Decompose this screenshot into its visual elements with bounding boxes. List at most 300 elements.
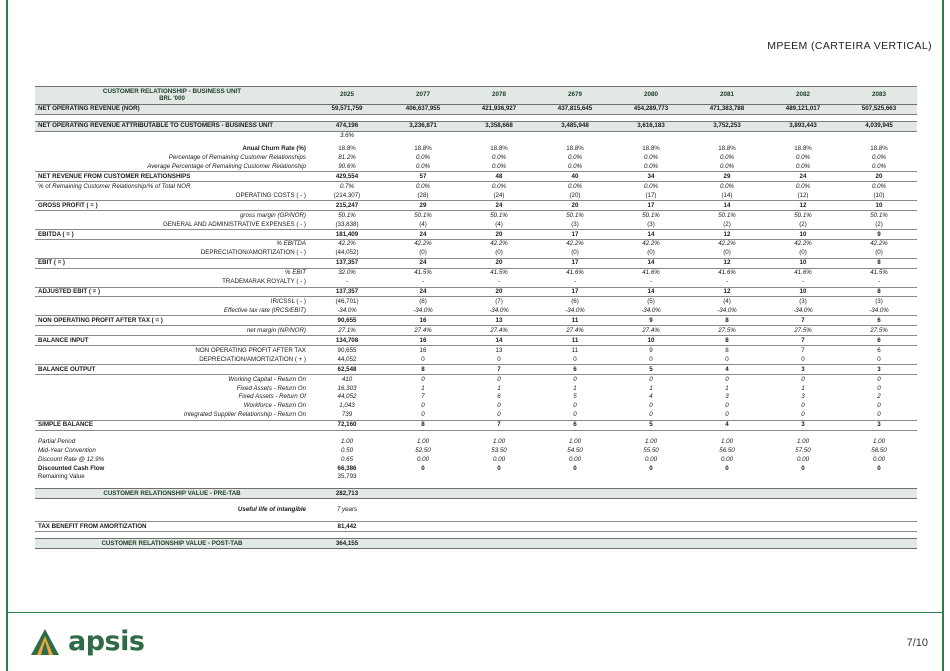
row-label: BALANCE INPUT bbox=[35, 336, 309, 346]
row-value bbox=[309, 430, 385, 437]
row-value bbox=[689, 515, 765, 522]
row-value: 5 bbox=[613, 420, 689, 430]
row-value: 27.4% bbox=[490, 326, 508, 334]
row-value bbox=[765, 515, 841, 522]
header-cell-year-4: 2080 bbox=[613, 87, 689, 105]
row-value: 3 bbox=[841, 420, 917, 430]
row-value: 27.4% bbox=[642, 326, 660, 334]
header-cell-year-3: 2679 bbox=[537, 87, 613, 105]
row-value bbox=[613, 473, 689, 482]
row-value: (0) bbox=[571, 249, 579, 257]
table-body bbox=[35, 104, 917, 548]
row-value: 13 bbox=[461, 316, 537, 326]
row-value: 0 bbox=[573, 375, 577, 383]
row-value: (24) bbox=[493, 191, 505, 199]
row-value: 1.00 bbox=[568, 437, 582, 445]
row-value: 1.00 bbox=[340, 437, 354, 445]
row-value: (17) bbox=[645, 191, 657, 199]
row-value: 0.00 bbox=[872, 455, 886, 463]
row-value bbox=[309, 482, 385, 489]
row-value: 20 bbox=[461, 287, 537, 297]
row-value bbox=[613, 114, 689, 121]
row-value: 0.0% bbox=[415, 154, 431, 161]
row-value: 24 bbox=[385, 287, 461, 297]
row-value bbox=[461, 539, 537, 549]
table-row bbox=[35, 464, 917, 473]
row-value: 10 bbox=[613, 336, 689, 346]
row-label: Effective tax rate (IRCS/EBIT) bbox=[223, 307, 306, 314]
row-value bbox=[537, 539, 613, 549]
row-value: 0 bbox=[801, 411, 805, 419]
row-value: 48 bbox=[461, 172, 537, 182]
row-value: 27.5% bbox=[870, 326, 888, 334]
brand-logo bbox=[28, 626, 144, 657]
row-value: 0 bbox=[421, 402, 425, 410]
row-value bbox=[689, 499, 765, 506]
row-value bbox=[385, 482, 461, 489]
row-value: 17 bbox=[613, 201, 689, 211]
slide-border-right bbox=[942, 0, 944, 671]
row-value: (8) bbox=[419, 298, 427, 306]
row-value: 53.50 bbox=[491, 446, 507, 454]
table-spacer-row bbox=[35, 430, 917, 437]
row-value bbox=[461, 482, 537, 489]
table-row bbox=[35, 346, 917, 355]
table-row bbox=[35, 489, 917, 499]
row-value: 42.2% bbox=[490, 240, 508, 248]
row-value: 0 bbox=[725, 464, 729, 472]
row-value: 0.50 bbox=[340, 446, 354, 454]
row-value: 42.2% bbox=[870, 240, 888, 248]
row-value bbox=[385, 489, 461, 499]
row-value: 489,121,017 bbox=[765, 104, 841, 114]
row-value: 41.5% bbox=[870, 269, 888, 277]
row-value: 0.0% bbox=[643, 154, 659, 161]
row-value bbox=[613, 430, 689, 437]
row-value: 6 bbox=[841, 336, 917, 346]
row-value: 9 bbox=[649, 346, 653, 354]
row-value: - bbox=[345, 278, 349, 286]
row-value: 42.2% bbox=[718, 240, 736, 248]
row-label: Integrated Supplier Relationship - Return On bbox=[183, 411, 306, 419]
row-label: TAX BENEFIT FROM AMORTIZATION bbox=[35, 522, 309, 532]
row-value bbox=[385, 522, 461, 532]
row-value: -34.0% bbox=[641, 307, 661, 314]
row-label: NON OPERATING PROFIT AFTER TAX bbox=[195, 346, 306, 354]
row-value: 0 bbox=[497, 411, 501, 419]
row-value bbox=[689, 539, 765, 549]
row-value: 0 bbox=[649, 464, 653, 472]
row-value: 41.6% bbox=[794, 269, 812, 277]
row-value: 0.0% bbox=[871, 182, 887, 190]
row-value: 282,713 bbox=[309, 489, 385, 499]
row-value bbox=[613, 539, 689, 549]
header-cell-year-6: 2082 bbox=[765, 87, 841, 105]
row-value: 27.5% bbox=[718, 326, 736, 334]
row-value: 0.00 bbox=[796, 455, 810, 463]
table-row bbox=[35, 220, 917, 229]
row-value: 27.4% bbox=[414, 326, 432, 334]
row-value: 58.50 bbox=[871, 446, 887, 454]
row-value bbox=[765, 131, 841, 140]
row-value: (2) bbox=[875, 220, 883, 228]
row-value: 0 bbox=[497, 402, 501, 410]
row-value bbox=[841, 515, 917, 522]
row-value: 3,485,948 bbox=[537, 121, 613, 131]
row-value: 0.0% bbox=[415, 182, 431, 190]
row-value: 454,289,773 bbox=[613, 104, 689, 114]
logo-wordmark: apsis bbox=[68, 626, 145, 657]
row-value: 4 bbox=[689, 420, 765, 430]
row-value: 10 bbox=[765, 287, 841, 297]
row-value: 17 bbox=[537, 258, 613, 268]
row-value bbox=[765, 482, 841, 489]
row-label: Discounted Cash Flow bbox=[38, 464, 105, 472]
table-row bbox=[35, 365, 917, 375]
table-row bbox=[35, 355, 917, 364]
row-value: 66,386 bbox=[337, 464, 357, 472]
row-label: BALANCE OUTPUT bbox=[35, 365, 309, 375]
table-row bbox=[35, 384, 917, 393]
footer-divider bbox=[6, 612, 944, 613]
row-value: 0 bbox=[573, 402, 577, 410]
page-title: MPEEM (CARTEIRA VERTICAL) bbox=[767, 40, 932, 52]
row-value bbox=[385, 532, 461, 539]
row-value: 1.00 bbox=[720, 437, 734, 445]
row-value: 0.0% bbox=[795, 182, 811, 190]
row-value bbox=[613, 532, 689, 539]
row-value bbox=[613, 506, 689, 515]
row-value: -34.0% bbox=[565, 307, 585, 314]
row-value: 20 bbox=[461, 258, 537, 268]
row-value: 1 bbox=[801, 384, 805, 392]
row-value: 42.2% bbox=[566, 240, 584, 248]
table-row bbox=[35, 191, 917, 200]
table-spacer-row bbox=[35, 499, 917, 506]
row-value bbox=[309, 532, 385, 539]
row-value: 0 bbox=[421, 375, 425, 383]
row-value: 16 bbox=[385, 336, 461, 346]
row-value: 14 bbox=[613, 229, 689, 239]
row-value: 16,303 bbox=[337, 384, 357, 392]
row-value: 3,752,253 bbox=[689, 121, 765, 131]
row-value bbox=[461, 515, 537, 522]
row-value bbox=[309, 499, 385, 506]
row-value: (12) bbox=[797, 191, 809, 199]
row-value: 6 bbox=[537, 365, 613, 375]
row-value bbox=[689, 522, 765, 532]
row-value bbox=[537, 430, 613, 437]
row-value: 7 bbox=[765, 336, 841, 346]
row-label: % of Remaining Customer Relationship/% of Total NOR bbox=[38, 182, 191, 190]
row-value: 0.0% bbox=[567, 182, 583, 190]
row-value: 41.5% bbox=[414, 269, 432, 277]
row-value: 6 bbox=[877, 346, 881, 354]
row-value: 9 bbox=[841, 229, 917, 239]
row-value: 50.1% bbox=[718, 211, 736, 219]
row-value: 50.1% bbox=[414, 211, 432, 219]
row-value: 181,409 bbox=[309, 229, 385, 239]
row-value: 42.2% bbox=[794, 240, 812, 248]
row-value bbox=[841, 482, 917, 489]
row-value: - bbox=[421, 278, 425, 286]
row-value: -34.0% bbox=[793, 307, 813, 314]
row-value: (214,307) bbox=[333, 191, 361, 199]
row-value: (0) bbox=[799, 249, 807, 257]
row-value: 1.00 bbox=[796, 437, 810, 445]
header-cell-year-2: 2078 bbox=[461, 87, 537, 105]
row-label: net margin (NP/NOR) bbox=[246, 326, 306, 334]
row-value: 0 bbox=[877, 464, 881, 472]
row-value: (44,052) bbox=[335, 249, 359, 257]
row-value: 1 bbox=[421, 384, 425, 392]
row-value: - bbox=[725, 278, 729, 286]
row-value bbox=[765, 430, 841, 437]
table-row bbox=[35, 297, 917, 306]
row-value: (0) bbox=[419, 249, 427, 257]
row-value bbox=[841, 499, 917, 506]
row-value: 29 bbox=[385, 201, 461, 211]
row-value: - bbox=[649, 278, 653, 286]
row-value: - bbox=[801, 278, 805, 286]
table-row bbox=[35, 144, 917, 153]
row-label bbox=[35, 131, 309, 140]
row-value bbox=[537, 131, 613, 140]
table-row bbox=[35, 278, 917, 287]
row-value: 50.1% bbox=[870, 211, 888, 219]
row-value: (3) bbox=[799, 298, 807, 306]
row-label: SIMPLE BALANCE bbox=[35, 420, 309, 430]
row-value: - bbox=[573, 278, 577, 286]
row-value: 0.0% bbox=[567, 154, 583, 161]
row-value: 35,793 bbox=[337, 473, 357, 481]
row-value: 739 bbox=[341, 411, 353, 419]
row-label bbox=[35, 114, 309, 121]
row-value: 0.0% bbox=[871, 162, 887, 170]
table-row bbox=[35, 473, 917, 482]
row-value: 0 bbox=[877, 384, 881, 392]
row-value: 0 bbox=[649, 411, 653, 419]
row-label: CUSTOMER RELATIONSHIP VALUE - POST-TAB bbox=[35, 539, 309, 549]
table-row bbox=[35, 446, 917, 455]
table-spacer-row bbox=[35, 482, 917, 489]
row-label bbox=[35, 430, 309, 437]
row-value bbox=[689, 430, 765, 437]
row-value: 56.50 bbox=[719, 446, 735, 454]
row-label: Workforce - Return On bbox=[243, 402, 306, 410]
row-label: DEPRECIATION/AMORTIZATION ( - ) bbox=[200, 249, 306, 257]
row-value: 10 bbox=[765, 258, 841, 268]
table-row bbox=[35, 420, 917, 430]
row-value: 1 bbox=[573, 384, 577, 392]
row-value: 0.0% bbox=[643, 162, 659, 170]
row-value: 18.8% bbox=[870, 145, 888, 153]
row-value bbox=[537, 489, 613, 499]
row-value bbox=[765, 473, 841, 482]
table-spacer-row bbox=[35, 114, 917, 121]
row-value bbox=[537, 532, 613, 539]
row-value: 24 bbox=[385, 229, 461, 239]
row-value bbox=[765, 489, 841, 499]
row-value: 2 bbox=[877, 393, 881, 401]
table-header bbox=[35, 87, 917, 105]
slide-border-left bbox=[6, 0, 8, 671]
row-value: (3) bbox=[571, 220, 579, 228]
row-value bbox=[613, 522, 689, 532]
row-value: 55.50 bbox=[643, 446, 659, 454]
row-value bbox=[385, 131, 461, 140]
row-value: 52.50 bbox=[415, 446, 431, 454]
row-label: CUSTOMER RELATIONSHIP VALUE - PRE-TAB bbox=[35, 489, 309, 499]
row-value bbox=[385, 506, 461, 515]
row-value bbox=[537, 515, 613, 522]
row-value: (46,701) bbox=[335, 298, 359, 306]
row-value: 137,357 bbox=[309, 258, 385, 268]
table-spacer-row bbox=[35, 532, 917, 539]
row-value bbox=[765, 499, 841, 506]
table-row bbox=[35, 306, 917, 315]
row-value: 4 bbox=[649, 393, 653, 401]
table-row bbox=[35, 411, 917, 420]
row-value bbox=[537, 506, 613, 515]
row-value: 20 bbox=[537, 201, 613, 211]
table-row bbox=[35, 239, 917, 248]
mountain-logo-icon bbox=[28, 627, 62, 657]
row-value: 0 bbox=[421, 464, 425, 472]
row-value: 27.5% bbox=[794, 326, 812, 334]
row-label: OPERATING COSTS ( - ) bbox=[235, 191, 306, 199]
row-value: 0.0% bbox=[719, 154, 735, 161]
row-value: 0 bbox=[877, 402, 881, 410]
row-value: (2) bbox=[723, 220, 731, 228]
row-value: (4) bbox=[723, 298, 731, 306]
header-cell-year-1: 2077 bbox=[385, 87, 461, 105]
financial-table-container bbox=[35, 86, 917, 549]
row-value: -34.0% bbox=[413, 307, 433, 314]
row-value: 0.0% bbox=[415, 162, 431, 170]
row-value: 0 bbox=[725, 402, 729, 410]
row-value: 8 bbox=[385, 365, 461, 375]
row-value: 3,616,183 bbox=[613, 121, 689, 131]
row-value: 1 bbox=[725, 384, 729, 392]
row-value: 42.2% bbox=[414, 240, 432, 248]
row-label: Anual Churn Rate (%) bbox=[242, 145, 306, 153]
row-value: 1.00 bbox=[492, 437, 506, 445]
row-label bbox=[35, 515, 309, 522]
header-label-sub: BRL '000 bbox=[159, 95, 185, 103]
financial-table bbox=[35, 86, 917, 549]
row-value bbox=[537, 522, 613, 532]
row-value: 0 bbox=[725, 411, 729, 419]
table-row bbox=[35, 121, 917, 131]
table-row bbox=[35, 182, 917, 191]
row-value bbox=[461, 430, 537, 437]
row-value: 3 bbox=[765, 420, 841, 430]
row-value: (2) bbox=[799, 220, 807, 228]
row-value: 50.1% bbox=[794, 211, 812, 219]
row-value: 11 bbox=[537, 336, 613, 346]
row-value: 0 bbox=[497, 464, 501, 472]
row-value: 137,357 bbox=[309, 287, 385, 297]
row-value: 17 bbox=[537, 229, 613, 239]
row-value: 4 bbox=[689, 365, 765, 375]
row-value: 474,196 bbox=[309, 121, 385, 131]
table-row bbox=[35, 201, 917, 211]
row-value: 16 bbox=[385, 316, 461, 326]
row-value bbox=[537, 499, 613, 506]
row-value bbox=[765, 532, 841, 539]
row-label: Fixed Assets - Return Of bbox=[238, 393, 306, 401]
row-label: Mid-Year Convention bbox=[38, 446, 96, 454]
row-value: 8 bbox=[385, 420, 461, 430]
row-value: 41.6% bbox=[566, 269, 584, 277]
row-value: 0.0% bbox=[491, 154, 507, 161]
row-value: (0) bbox=[875, 249, 883, 257]
row-value: 32.0% bbox=[338, 269, 356, 277]
row-value: -34.0% bbox=[489, 307, 509, 314]
row-value: 57.50 bbox=[795, 446, 811, 454]
row-value: 0.00 bbox=[720, 455, 734, 463]
header-label-main: CUSTOMER RELATIONSHIP - BUSINESS UNIT bbox=[102, 87, 242, 95]
table-row bbox=[35, 153, 917, 162]
row-value: 134,708 bbox=[309, 336, 385, 346]
row-value: 90,655 bbox=[337, 346, 357, 354]
row-value bbox=[689, 482, 765, 489]
row-label: gross margin (GP/NOR) bbox=[239, 211, 306, 219]
row-value: 0.7% bbox=[339, 182, 355, 190]
row-value: 18.8% bbox=[642, 145, 660, 153]
row-value: 406,637,955 bbox=[385, 104, 461, 114]
row-value: 3,236,871 bbox=[385, 121, 461, 131]
row-value: 90,655 bbox=[309, 316, 385, 326]
row-value: (0) bbox=[647, 249, 655, 257]
row-label: NET OPERATING REVENUE (NOR) bbox=[35, 104, 309, 114]
row-value: 18.8% bbox=[338, 145, 356, 153]
table-row bbox=[35, 539, 917, 549]
row-value: 3 bbox=[725, 393, 729, 401]
row-value: 8 bbox=[689, 336, 765, 346]
row-value: 6 bbox=[841, 316, 917, 326]
table-row bbox=[35, 211, 917, 220]
row-value: 507,525,663 bbox=[841, 104, 917, 114]
row-value: 0.0% bbox=[491, 162, 507, 170]
row-value bbox=[613, 499, 689, 506]
row-value: 18.8% bbox=[566, 145, 584, 153]
row-value: 0 bbox=[649, 355, 653, 363]
row-value: 11 bbox=[571, 346, 579, 354]
row-value: 8 bbox=[841, 287, 917, 297]
row-label: % EBITDA bbox=[276, 240, 306, 248]
row-value: 14 bbox=[461, 336, 537, 346]
row-value bbox=[461, 114, 537, 121]
row-value bbox=[841, 430, 917, 437]
row-value bbox=[385, 539, 461, 549]
row-label: Remaining Value bbox=[38, 473, 85, 481]
row-value: 5 bbox=[613, 365, 689, 375]
row-value: 34 bbox=[613, 172, 689, 182]
row-value: (10) bbox=[873, 191, 885, 199]
row-value: (5) bbox=[647, 298, 655, 306]
row-label bbox=[35, 482, 309, 489]
row-value: 0.65 bbox=[340, 455, 354, 463]
row-value: 471,383,788 bbox=[689, 104, 765, 114]
row-value: 0.0% bbox=[719, 182, 735, 190]
row-value: 4,039,945 bbox=[841, 121, 917, 131]
row-label: TRADEMARAK ROYALTY ( - ) bbox=[222, 278, 306, 286]
row-value: - bbox=[497, 278, 501, 286]
row-value: 0 bbox=[573, 355, 577, 363]
row-label: NON OPERATING PROFIT AFTER TAX ( = ) bbox=[35, 316, 309, 326]
